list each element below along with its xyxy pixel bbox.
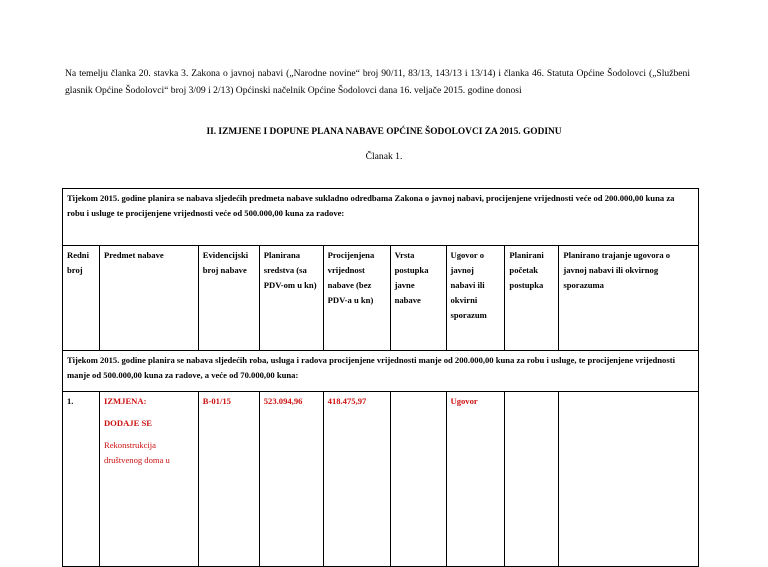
banner-below-threshold: Tijekom 2015. godine planira se nabava sljedećih roba, usluga i radova procijenjene vrijednosti manje od 200.000,00 kuna za robu i usluge, te procijenjene vrijednosti manje od 500.000,00 kuna za radove, a veće od 70.000,00 kuna:	[63, 351, 699, 392]
row-evidence-number: B-01/15	[198, 392, 259, 567]
intro-paragraph: Na temelju članka 20. stavka 3. Zakona o javnoj nabavi („Narodne novine“ broj 90/11, 83/13, 143/13 i 13/14) i članka 46. Statuta Općine Šodolovci („Službeni glasnik Općine Šodolovci“ broj 3/09 i 2/13) Općinski načelnik Općine Šodolovci dana 16. veljače 2015. godine donosi	[65, 68, 690, 96]
add-label: DODAJE SE	[103, 418, 152, 428]
change-label: IZMJENA:	[103, 396, 147, 406]
header-redni-broj: Redni broj	[63, 246, 100, 351]
article-heading: Članak 1.	[365, 151, 403, 162]
header-planirana-sredstva: Planirana sredstva (sa PDV-om u kn)	[259, 246, 323, 351]
row-procedure-type	[390, 392, 446, 567]
row-planned-start	[505, 392, 559, 567]
row-planned-duration	[559, 392, 699, 567]
row-number: 1.	[63, 392, 100, 567]
document-title: II. IZMJENE I DOPUNE PLANA NABAVE OPĆINE ŠODOLOVCI ZA 2015. GODINU	[206, 127, 562, 137]
header-vrsta-postupka: Vrsta postupka javne nabave	[390, 246, 446, 351]
row-contract-type: Ugovor	[446, 392, 505, 567]
row-estimated-value: 418.475,97	[323, 392, 390, 567]
row-subject-cell	[99, 392, 198, 567]
banner-above-threshold: Tijekom 2015. godine planira se nabava sljedećih predmeta nabave sukladno odredbama Zakona o javnoj nabavi, procijenjene vrijednosti veće od 200.000,00 kuna za robu i usluge te procijenjene vrijednosti veće od 500.000,00 kuna za radove:	[63, 189, 699, 246]
table-row	[63, 392, 699, 567]
header-ugovor: Ugovor o javnoj nabavi ili okvirni sporazum	[446, 246, 505, 351]
header-procijenjena-vrijednost: Procijenjena vrijednost nabave (bez PDV-a u kn)	[323, 246, 390, 351]
header-planirano-trajanje: Planirano trajanje ugovora o javnoj nabavi ili okvirnog sporazuma	[559, 246, 699, 351]
header-predmet-nabave: Predmet nabave	[99, 246, 198, 351]
procurement-plan-table	[62, 188, 699, 567]
header-evidencijski-broj: Evidencijski broj nabave	[198, 246, 259, 351]
row-planned-funds: 523.094,96	[259, 392, 323, 567]
table-header-row	[63, 246, 699, 351]
header-planirani-pocetak: Planirani početak postupka	[505, 246, 559, 351]
row-subject: Rekonstrukcija društvenog doma u	[103, 440, 170, 465]
